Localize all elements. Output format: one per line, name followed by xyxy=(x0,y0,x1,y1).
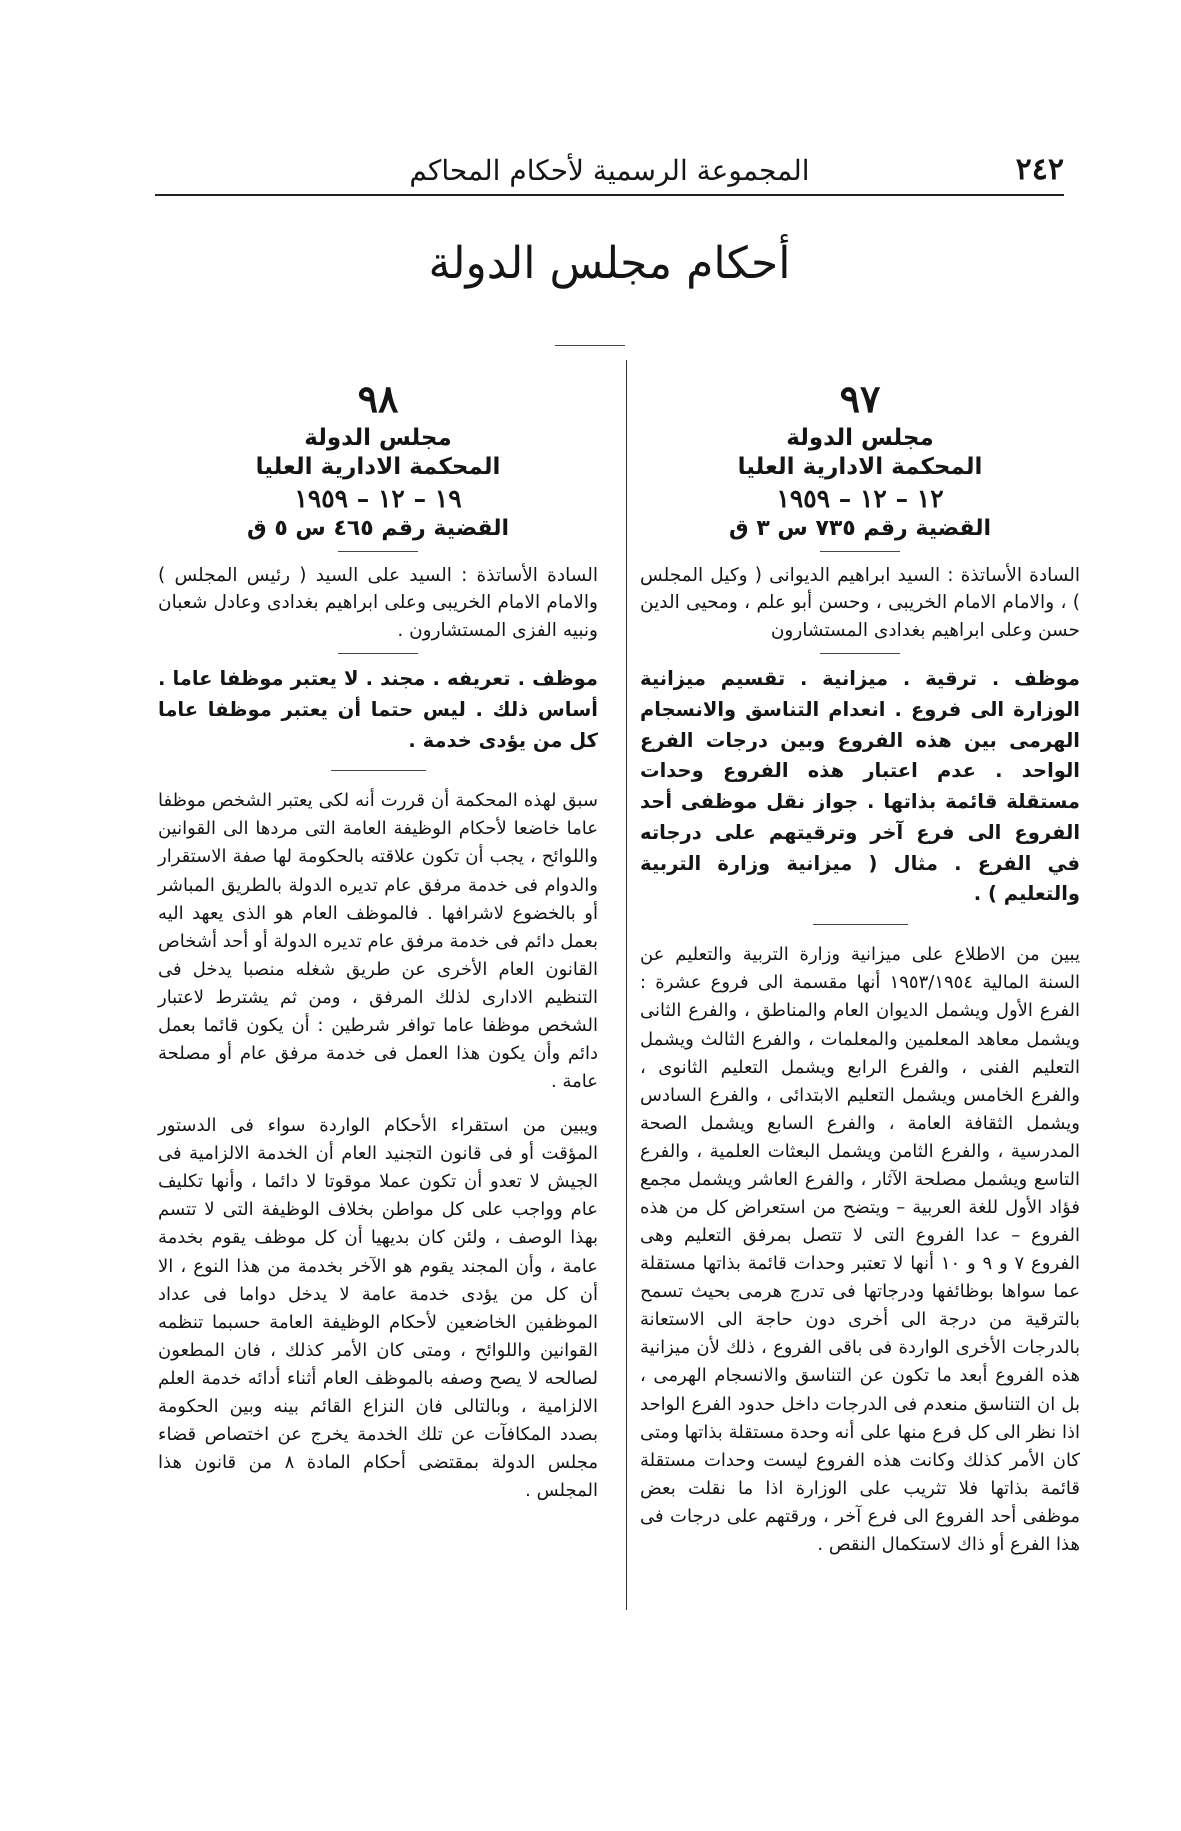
case-date: ١٢ – ١٢ – ١٩٥٩ xyxy=(776,483,944,513)
page-number: ٢٤٢ xyxy=(1015,152,1064,187)
rule xyxy=(338,551,418,552)
court-name: مجلس الدولة xyxy=(304,424,452,451)
chamber-name: المحكمة الادارية العليا xyxy=(255,454,501,481)
case-reference: القضية رقم ٧٣٥ س ٣ ق xyxy=(728,515,992,541)
rule xyxy=(338,653,418,654)
rule xyxy=(331,770,426,771)
running-header xyxy=(155,152,1064,196)
case-98-heading xyxy=(158,375,598,543)
judges-panel: السادة الأساتذة : السيد ابراهيم الديوانى ( وكيل المجلس ) ، والامام الامام الخريبى ، وحسن أبو علم ، ومحيى الدين حسن وعلى ابراهيم بغدادى المستشارون xyxy=(640,564,1080,642)
running-title: المجموعة الرسمية لأحكام المحاكم xyxy=(409,154,810,187)
case-summary: موظف . تعريفه . مجند . لا يعتبر موظفا عاما . أساس ذلك . ليس حتما أن يعتبر موظفا عاما كل من يؤدى خدمة . xyxy=(158,666,598,752)
section-title: أحكام مجلس الدولة xyxy=(428,238,791,289)
section-divider xyxy=(555,345,625,346)
case-summary: موظف . ترقية . ميزانية . تقسيم ميزانية الوزارة الى فروع . انعدام التناسق والانسجام الهرمى بين هذه الفروع وبين درجات الفرع الواحد . عدم اعتبار هذه الفروع وحدات مستقلة قائمة بذاتها . جواز نقل موظفى أحد الفروع الى فرع آخر وترقيتهم على درجاته في الفرع . مثال ( ميزانية وزارة التربية والتعليم ) . xyxy=(640,666,1080,906)
court-name: مجلس الدولة xyxy=(786,424,934,451)
ruling-paragraph: يبين من الاطلاع على ميزانية وزارة التربية والتعليم عن السنة المالية ١٩٥٣/١٩٥٤ أنها مقسمة الى فروع عشرة : الفرع الأول ويشمل الديوان العام والمناطق ، والفرع الثانى ويشمل معاهد المعلمين والمعلمات ، والفرع الثالث ويشمل التعليم الفنى ، والفرع الرابع ويشمل التعليم الثانوى ، والفرع الخامس ويشمل التعليم الابتدائى ، والفرع السادس ويشمل الثقافة العامة ، والفرع السابع ويشمل الصحة المدرسية ، والفرع الثامن ويشمل البعثات العلمية ، والفرع التاسع ويشمل مصلحة الآثار ، والفرع العاشر ويشمل مجمع فؤاد الأول للغة العربية – ويتضح من استعراض كل من هذه الفروع – عدا الفروع التى لا تتصل بمرفق التعليم وهى الفروع ٧ و ٩ و ١٠ أنها لا تعتبر وحدات قائمة بذاتها مستقلة عما سواها بوظائفها ودرجاتها فى تدرج هرمى بحيث تسمح بالترقية من درجة الى أخرى دون حاجة الى الاستعانة بالدرجات الأخرى الواردة فى باقى الفروع ، ذلك لأن ميزانية هذه الفروع أبعد ما تكون عن التناسق والانسجام الهرمى ، بل ان التناسق منعدم فى الدرجات داخل حدود الفرع الواحد اذا نظر الى كل فرع منها على أنه وحدة مستقلة بذاتها ومتى كان الأمر كذلك وكانت هذه الفروع ليست وحدات مستقلة قائمة بذاتها فلا تثريب على الوزارة اذا ما نقلت بعض موظفى أحد الفروع الى فرع آخر ، ورقتهم على درجات فى هذا الفرع أو ذاك لاستكمال النقص . xyxy=(640,944,1081,1555)
case-97-heading xyxy=(640,375,1080,543)
rule xyxy=(820,551,900,552)
judges-panel: السادة الأساتذة : السيد على السيد ( رئيس المجلس ) والامام الامام الخريبى وعلى ابراهيم بغدادى وعادل شعبان ونبيه الفزى المستشارون . xyxy=(158,564,598,642)
rule xyxy=(820,653,900,654)
ruling-paragraph: سبق لهذه المحكمة أن قررت أنه لكى يعتبر الشخص موظفا عاما خاضعا لأحكام الوظيفة العامة التى مردها الى القوانين واللوائح ، يجب أن تكون علاقته بالحكومة لها صفة الاستقرار والدوام فى خدمة مرفق عام تديره الدولة بالطريق المباشر أو بالخضوع لاشرافها . فالموظف العام هو الذى يعهد اليه بعمل دائم فى خدمة مرفق عام تديره الدولة أو أحد أشخاص القانون العام الأخرى عن طريق شغله منصبا يدخل فى التنظيم الادارى لذلك المرفق ، ومن ثم يشترط لاعتبار الشخص موظفا عاما توافر شرطين : أن يكون قائما بعمل دائم وأن يكون هذا العمل فى خدمة مرفق عام أو مصلحة عامة . xyxy=(158,790,598,1093)
rule xyxy=(813,924,908,925)
chamber-name: المحكمة الادارية العليا xyxy=(737,454,983,481)
case-98-column xyxy=(158,375,598,1521)
case-number: ٩٨ xyxy=(357,376,399,421)
case-number: ٩٧ xyxy=(839,376,881,421)
column-divider xyxy=(626,360,627,1610)
ruling-paragraph: ويبين من استقراء الأحكام الواردة سواء فى الدستور المؤقت أو فى قانون التجنيد العام أن الخدمة الالزامية فى الجيش لا تعدو أن تكون عملا موقوتا لا دائما ، وأنها تكليف عام وواجب على كل مواطن بخلاف الوظيفة التى لا تتسم بهذا الوصف ، ولئن كان بديهيا أن كل موظف يقوم بخدمة عامة ، وأن المجند يقوم هو الآخر بخدمة من هذا النوع ، الا أن كل من يؤدى خدمة عامة لا يدخل دواما فى عداد الموظفين الخاضعين لأحكام الوظيفة العامة حسبما تنظمه القوانين واللوائح ، ومتى كان الأمر كذلك ، فان المطعون لصالحه لا يصح وصفه بالموظف العام أثناء أدائه خدمة العلم الالزامية ، وبالتالى فان النزاع القائم بينه وبين الحكومة بصدد المكافآت عن تلك الخدمة يخرج عن اختصاص قضاء مجلس الدولة بمقتضى أحكام المادة ٨ من قانون هذا المجلس . xyxy=(158,1115,598,1502)
case-reference: القضية رقم ٤٦٥ س ٥ ق xyxy=(246,515,510,541)
case-date: ١٩ – ١٢ – ١٩٥٩ xyxy=(294,483,462,513)
case-97-column xyxy=(640,375,1080,1575)
